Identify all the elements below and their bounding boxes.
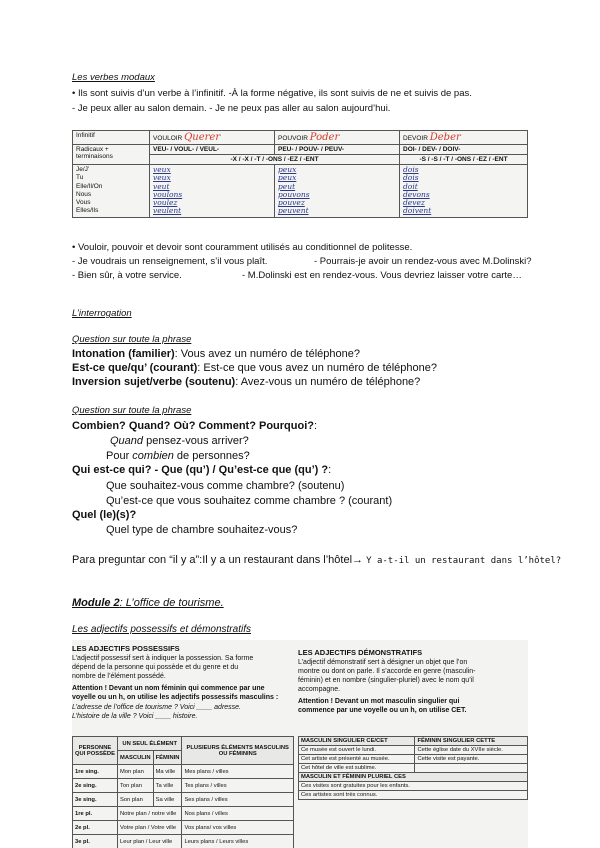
pouvoir-header: POUVOIR Poder (275, 131, 400, 145)
possessive-example-1: L’adresse de l’office de tourisme ? Voici ____ adresse. (72, 704, 242, 711)
modal-verbs-table (72, 130, 528, 218)
table-row: Ce musée est ouvert le lundi. Cette église date du XVIIe siècle. (299, 746, 528, 755)
demonstrative-text-2: montre ou dont on parle. Il s’accorde en genre (masculin- (298, 668, 476, 675)
inversion-line: Inversion sujet/verbe (soutenu): Avez-vous un numéro de téléphone? (72, 376, 421, 388)
example-quel: Quel type de chambre souhaitez-vous? (106, 524, 298, 536)
table-row: 2e sing. Ton plan Ta ville Tes plans / villes (73, 779, 294, 793)
table-row: Ces artistes sont très connus. (299, 791, 528, 800)
dtable-head-plural: MASCULIN ET FÉMININ PLURIEL CES (299, 773, 528, 782)
adjectives-subheading: Les adjectifs possessifs et démonstratifs (72, 624, 251, 635)
table-row: 2e pl. Votre plan / Votre ville Vos plans/ vos villes (73, 821, 294, 835)
devoir-forms: dois dois doit devons devez doivent (400, 165, 528, 218)
modal-rule-line: • Ils sont suivis d’un verbe à l’infinitif. -À la forme négative, ils sont suivis de ne et suivis de pas. (72, 88, 472, 99)
table-row: 1re pl. Notre plan / notre ville Nos plans / villes (73, 807, 294, 821)
subheading-whole-sentence-2: Question sur toute la phrase (72, 405, 192, 416)
table-row: 3e pl. Leur plan / Leur ville Leurs plans / Leurs villes (73, 835, 294, 848)
politeness-rule: • Vouloir, pouvoir et devoir sont couramment utilisés au conditionnel de politesse. (72, 242, 413, 253)
possessive-text-3: nombre de l’élément possédé. (72, 673, 166, 680)
politeness-example-1b: - Pourrais-je avoir un rendez-vous avec M.Dolinski? (314, 256, 532, 267)
pronoun-list: Je/J’ Tu Elle/Il/On Nous Vous Elles/Ils (73, 165, 150, 218)
quel-line: Quel (le)(s)? (72, 509, 137, 521)
pouvoir-radicals: PEU- / POUV- / PEUV- (275, 145, 400, 155)
dtable-head-masc: MASCULIN SINGULIER CE/CET (299, 737, 415, 746)
bullet: • (72, 88, 78, 99)
example-soutenu: Que souhaitez-vous comme chambre? (soutenu) (106, 480, 345, 492)
devoir-radicals: DOI- / DEV- / DOIV- (400, 145, 528, 155)
il-y-a-line: Para preguntar con “il y a”:Il y a un restaurant dans l’hôtel→ Y a-t-il un restaurant dans l’hôtel? (72, 554, 562, 566)
ptable-head-group: UN SEUL ÉLÉMENT (118, 737, 182, 751)
table-row: Cet hôtel de ville est sublime. (299, 764, 528, 773)
demonstrative-text-3: féminin) et en nombre (singulier-pluriel) avec le nom qu’il (298, 677, 474, 684)
endings-vouloir-pouvoir: -X / -X / -T / -ONS / -EZ / -ENT (150, 155, 400, 165)
possessive-example-2: L’histoire de la ville ? Voici ____ histoire. (72, 713, 198, 720)
politeness-example-2b: - M.Dolinski est en rendez-vous. Vous devriez laisser votre carte… (242, 270, 522, 281)
possessive-text-1: L’adjectif possessif sert à indiquer la possession. Sa forme (72, 655, 254, 662)
devoir-header: DEVOIR Deber (400, 131, 528, 145)
arrow-icon: → (352, 554, 364, 566)
ptable-head-plural: PLUSIEURS ÉLÉMENTS MASCULINS OU FÉMININS (182, 737, 294, 765)
question-words-line: Combien? Quand? Où? Comment? Pourquoi?: (72, 420, 318, 432)
politeness-example-2a: - Bien sûr, à votre service. (72, 270, 182, 281)
table-row: 1re sing. Mon plan Ma ville Mes plans / villes (73, 765, 294, 779)
radicaux-label: Radicaux + terminaisons (73, 145, 150, 165)
estce-line: Est-ce que/qu’ (courant): Est-ce que vous avez un numéro de téléphone? (72, 362, 438, 374)
vouloir-forms: veux veux veut voulons voulez veulent (150, 165, 275, 218)
possessive-attention-1: Attention ! Devant un nom féminin qui commence par une (72, 685, 265, 692)
demonstrative-table (298, 736, 528, 800)
interrogation-heading: L’interrogation (72, 308, 132, 319)
possessive-text-2: dépend de la personne qui possède et du genre et du (72, 664, 239, 671)
demonstrative-text-1: L’adjectif démonstratif sert à désigner un objet que l’on (298, 659, 468, 666)
modal-verbs-heading: Les verbes modaux (72, 72, 155, 83)
intonation-line: Intonation (familier): Vous avez un numéro de téléphone? (72, 348, 360, 360)
table-row: Ces visites sont gratuites pour les enfants. (299, 782, 528, 791)
dtable-head-fem: FÉMININ SINGULIER CETTE (415, 737, 528, 746)
demonstrative-attention-1: Attention ! Devant un mot masculin singulier qui (298, 698, 460, 705)
possessive-title: LES ADJECTIFS POSSESSIFS (72, 644, 180, 653)
demonstrative-text-4: accompagne. (298, 686, 341, 693)
table-row: Cet artiste est présenté au musée. Cette visite est payante. (299, 755, 528, 764)
subheading-whole-sentence-1: Question sur toute la phrase (72, 334, 192, 345)
demonstrative-title: LES ADJECTIFS DÉMONSTRATIFS (298, 648, 423, 657)
qui-que-line: Qui est-ce qui? - Que (qu’) / Qu’est-ce que (qu’) ?: (72, 464, 332, 476)
demonstrative-attention-2: commence par une voyelle ou un h, on utilise CET. (298, 707, 467, 714)
politeness-example-1a: - Je voudrais un renseignement, s’il vous plaît. (72, 256, 268, 267)
vouloir-radicals: VEU- / VOUL- / VEUL- (150, 145, 275, 155)
ptable-head-masc: MASCULIN (118, 751, 154, 765)
example-quand: Quand pensez-vous arriver? (110, 435, 249, 447)
pouvoir-forms: peux peux peut pouvons pouvez peuvent (275, 165, 400, 218)
table-row: 3e sing. Son plan Sa ville Ses plans / villes (73, 793, 294, 807)
possessive-table (72, 736, 294, 848)
modal-example-line: - Je peux aller au salon demain. - Je ne peux pas aller au salon aujourd’hui. (72, 103, 391, 114)
ptable-head-person: PERSONNE QUI POSSÈDE (73, 737, 118, 765)
module-heading: Module 2: L’office de tourisme. (72, 597, 224, 609)
scanned-grammar-block (72, 640, 528, 848)
infinitif-label: Infinitif (73, 131, 150, 145)
vouloir-header: VOULOIR Querer (150, 131, 275, 145)
possessive-attention-2: voyelle ou un h, on utilise les adjectifs possessifs masculins : (72, 694, 279, 701)
example-courant: Qu’est-ce que vous souhaitez comme chambre ? (courant) (106, 495, 393, 507)
example-combien: Pour combien de personnes? (106, 450, 250, 462)
ptable-head-fem: FÉMININ (153, 751, 182, 765)
bullet: • (72, 242, 78, 253)
endings-devoir: -S / -S / -T / -ONS / -EZ / -ENT (400, 155, 528, 165)
